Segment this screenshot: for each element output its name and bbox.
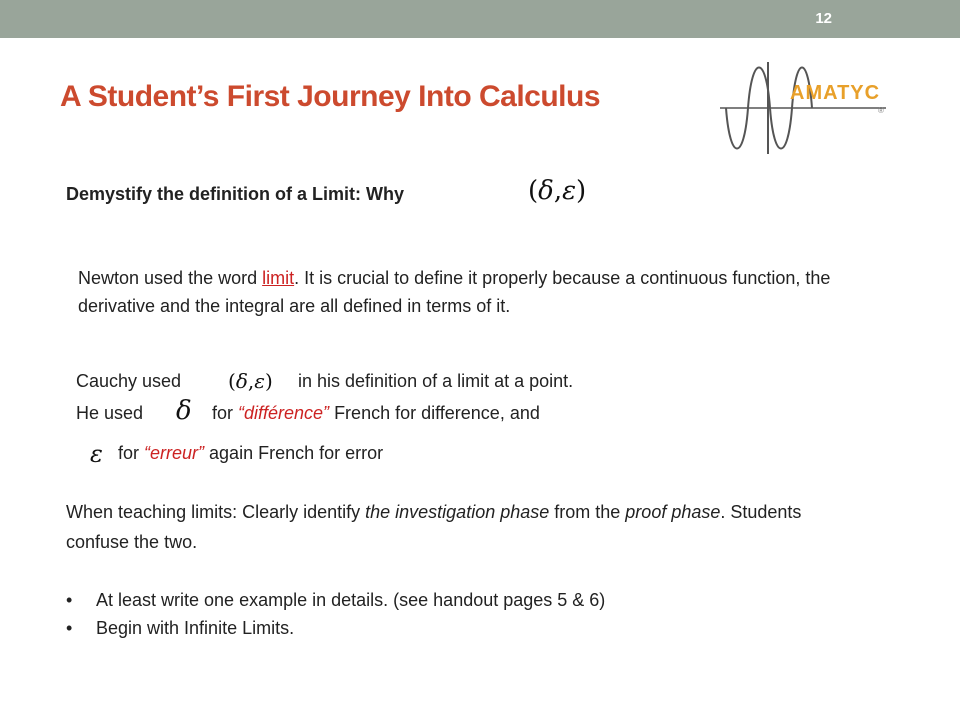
- cauchy-rest-text: in his definition of a limit at a point.: [298, 371, 574, 391]
- error-line: [118, 443, 383, 464]
- he-used-label: He used: [76, 403, 144, 423]
- newton-text-after: . It is crucial to define it properly because a continuous function, the derivative and the integral are all defined in terms of it.: [78, 268, 831, 316]
- bullet-item: • At least write one example in details. (see handout pages 5 & 6): [66, 586, 605, 614]
- for-text: for: [118, 443, 145, 463]
- delta-epsilon-formula: [528, 176, 586, 206]
- proof-phase: proof phase: [625, 502, 721, 522]
- math-open-paren: (: [528, 176, 539, 206]
- sine-wave-logo-icon: [720, 62, 890, 158]
- cauchy-used-label: Cauchy used: [76, 371, 182, 391]
- math-epsilon: ε: [562, 176, 577, 206]
- error-rest: again French for error: [204, 443, 384, 463]
- difference-term: “différence”: [238, 403, 330, 423]
- investigation-phase: the investigation phase: [365, 502, 550, 522]
- newton-text-before: Newton used the word: [78, 268, 263, 288]
- bullet-item: • Begin with Infinite Limits.: [66, 614, 605, 642]
- teaching-text-1: When teaching limits: Clearly identify: [66, 502, 366, 522]
- difference-rest: French for difference, and: [329, 403, 540, 423]
- math-delta: δ: [538, 176, 554, 206]
- newton-paragraph: [78, 264, 838, 320]
- logo-text: AMATYC: [790, 82, 881, 104]
- teaching-text-3: . Students confuse the two.: [66, 502, 802, 552]
- teaching-text-2: from the: [549, 502, 626, 522]
- math-comma: ,: [553, 176, 563, 206]
- for-text: for: [212, 403, 239, 423]
- math-comma: ,: [247, 369, 255, 393]
- difference-line: [212, 403, 540, 424]
- slide-title: A Student’s First Journey Into Calculus: [60, 80, 601, 113]
- bullet-list: [66, 586, 605, 642]
- math-close-paren: ): [264, 369, 273, 393]
- slide-number: 12: [815, 10, 832, 27]
- amatyc-logo: [720, 62, 890, 158]
- math-epsilon: ε: [254, 369, 265, 393]
- limit-link[interactable]: limit: [262, 268, 295, 288]
- subtitle: Demystify the definition of a Limit: Why: [66, 184, 405, 204]
- error-term: “erreur”: [144, 443, 205, 463]
- delta-symbol: δ: [176, 396, 192, 426]
- cauchy-formula: [228, 369, 273, 393]
- math-open-paren: (: [228, 369, 236, 393]
- epsilon-symbol: ε: [90, 440, 103, 468]
- registered-mark: ®: [878, 106, 884, 115]
- teaching-paragraph: [66, 497, 846, 557]
- math-close-paren: ): [576, 176, 587, 206]
- top-bar: [0, 0, 960, 38]
- math-delta: δ: [235, 369, 248, 393]
